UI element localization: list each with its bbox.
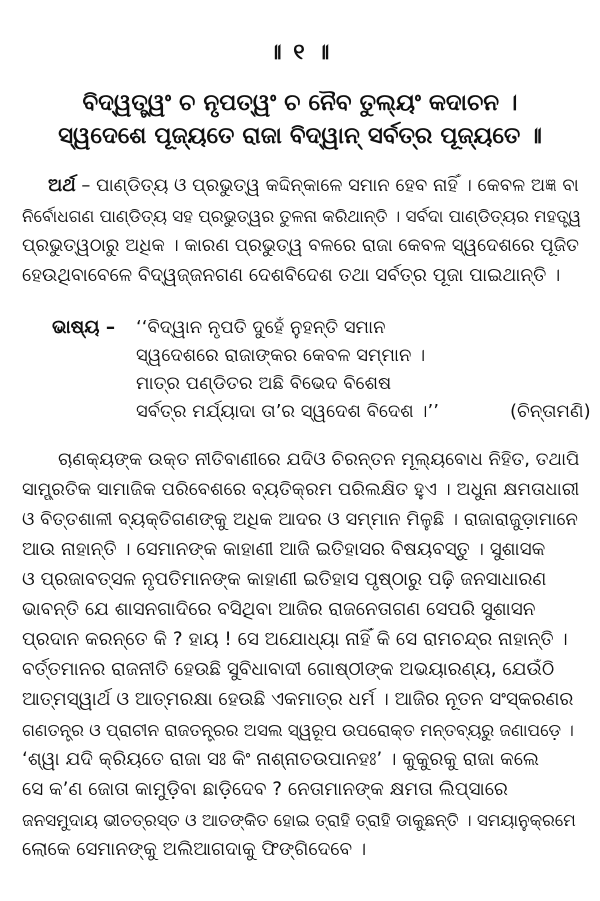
bhashya-label: ଭାଷ୍ୟ –: [52, 317, 116, 338]
body-line-2: ସାମ୍ପ୍ରତିକ ସାମାଜିକ ପରିବେଶରେ ବ୍ୟତିକ୍ରମ ପରିଲକ୍ଷିତ ହୁଏ । ଅଧୁନା କ୍ଷମତାଧାରୀ: [22, 479, 580, 500]
artha-line-1: [22, 171, 582, 201]
artha-label: ଅର୍ଥ: [48, 175, 76, 196]
body-line-13: ଜନସମୁଦାୟ ଭୀତତ୍ରସ୍ତ ଓ ଆତଙ୍କିତ ହୋଇ ତ୍ରାହି ତ୍ରାହି ଡାକୁଛନ୍ତି । ସମୟାନୁକ୍ରମେ: [22, 810, 576, 830]
sloka-line-1: ବିଦ୍ୱତ୍ତ୍ୱଂ ଚ ନୃପତ୍ୱଂ ଚ ନୈବ ତୁଲ୍ୟଂ କଦାଚନ ।: [82, 90, 518, 116]
body-line-14: ଲୋକେ ସେମାନଙ୍କୁ ଅଲିଆଗଦାକୁ ଫିଙ୍ଗିଦେବେ ।: [22, 839, 367, 860]
artha-line-3: ପ୍ରଭୁତ୍ୱଠାରୁ ଅଧିକ । କାରଣ ପ୍ରଭୁତ୍ୱ ବଳରେ ରାଜା କେବଳ ସ୍ୱଦେଶରେ ପୂଜିତ: [22, 235, 579, 256]
body-line-10: ଗଣତନ୍ତ୍ର ଓ ପ୍ରାଚୀନ ରାଜତନ୍ତ୍ରର ଅସଲ ସ୍ୱରୂପ ଉପରୋକ୍ତ ମନ୍ତବ୍ୟରୁ ଜଣାପଡ଼େ ।: [22, 720, 574, 740]
body-line-12: ସେ କ’ଣ ଜୋତା କାମୁଡ଼ିବା ଛାଡ଼ିଦେବ ? ନେତାମାନଙ୍କ କ୍ଷମତା ଲିପ୍ସାରେ: [22, 779, 508, 800]
body-line-6: ଭାବନ୍ତି ଯେ ଶାସନଗାଦିରେ ବସିଥିବା ଆଜିର ରାଜନେତାଗଣ ସେପରି ସୁଶାସନ: [22, 599, 536, 620]
body-line-4: ଆଉ ନାହାନ୍ତି । ସେମାନଙ୍କ କାହାଣୀ ଆଜି ଇତିହାସର ବିଷୟବସ୍ତୁ । ସୁଶାସକ: [22, 539, 546, 560]
poem-source: (ଚିନ୍ତାମଣି): [510, 401, 591, 422]
body-line-5: ଓ ପ୍ରଜାବତ୍ସଳ ନୃପତିମାନଙ୍କ କାହାଣୀ ଇତିହାସ ପୃଷ୍ଠାରୁ ପଢ଼ି ଜନସାଧାରଣ: [22, 569, 547, 590]
poem-line-1: ‘‘ବିଦ୍ୱାନ ନୃପତି ଦୁହେଁ ନୁହନ୍ତି ସମାନ: [136, 317, 386, 338]
poem-line-3: ମାତ୍ର ପଣ୍ଡିତର ଅଛି ବିଭେଦ ବିଶେଷ: [136, 373, 392, 394]
poem-line-4: ସର୍ବତ୍ର ମର୍ଯ୍ୟାଦା ତା’ର ସ୍ୱଦେଶ ବିଦେଶ ।’’: [136, 401, 439, 422]
artha-line-1-text: – ପାଣ୍ଡିତ୍ୟ ଓ ପ୍ରଭୁତ୍ୱ କଦ୍ଦିନ୍କାଳେ ସମାନ ହେବ ନାହିଁ । କେବଳ ଅଜ୍ଞ ବା: [75, 175, 579, 196]
body-line-8: ବର୍ତ୍ତମାନର ରାଜନୀତି ହେଉଛି ସୁବିଧାବାଦୀ ଗୋଷ୍ଠୀଙ୍କ ଅଭୟାରଣ୍ୟ, ଯେଉଁଠି: [22, 659, 555, 680]
commentary-paragraph: [22, 445, 582, 865]
body-line-9: ଆତ୍ମସ୍ୱାର୍ଥ ଓ ଆତ୍ମରକ୍ଷା ହେଉଛି ଏକମାତ୍ର ଧର୍ମ । ଆଜିର ନୂତନ ସଂସ୍କରଣର: [22, 689, 574, 710]
sloka-line-2: ସ୍ୱଦେଶେ ପୂଜ୍ୟତେ ରାଜା ବିଦ୍ୱାନ୍ ସର୍ବତ୍ର ପୂଜ୍ୟତେ ॥: [58, 123, 542, 149]
artha-paragraph: [22, 171, 582, 291]
verse-number: ॥ ୧ ॥: [268, 40, 332, 65]
artha-line-2: ନିର୍ବୋଧଗଣ ପାଣ୍ଡିତ୍ୟ ସହ ପ୍ରଭୁତ୍ୱର ତୁଳନା କରିଥାନ୍ତି । ସର୍ବଦା ପାଣ୍ଡିତ୍ୟର ମହତ୍ତ୍ୱ: [22, 206, 581, 226]
body-line-7: ପ୍ରଦାନ କରନ୍ତେ କି ? ହାୟ ! ସେ ଅଯୋଧ୍ୟା ନାହିଁ କି ସେ ରାମଚନ୍ଦ୍ର ନାହାନ୍ତି ।: [22, 629, 568, 650]
poem-line-2: ସ୍ୱଦେଶରେ ରାଜାଙ୍କର କେବଳ ସମ୍ମାନ ।: [136, 345, 426, 366]
body-line-1: ଚାଣକ୍ୟଙ୍କ ଉକ୍ତ ନୀତିବାଣୀରେ ଯଦିଓ ଚିରନ୍ତନ ମୂଲ୍ୟବୋଧ ନିହିତ, ତଥାପି: [58, 449, 580, 470]
artha-line-4: ହେଉଥିବାବେଳେ ବିଦ୍ୱଜ୍ଜନଗଣ ଦେଶବିଦେଶ ତଥା ସର୍ବତ୍ର ପୂଜା ପାଇଥାନ୍ତି ।: [22, 265, 561, 286]
body-line-11: ‘ଶ୍ୱା ଯଦି କ୍ରିୟତେ ରାଜା ସଃ କିଂ ନାଶ୍ନାତଉପାନହଃ’ । କୁକୁରକୁ ରାଜା କଲେ: [22, 749, 539, 770]
body-line-3: ଓ ବିତ୍ତଶାଳୀ ବ୍ୟକ୍ତିଗଣଙ୍କୁ ଅଧିକ ଆଦର ଓ ସମ୍ମାନ ମିଳୁଛି । ରାଜାରାଜୁଡ଼ାମାନେ: [22, 509, 578, 530]
